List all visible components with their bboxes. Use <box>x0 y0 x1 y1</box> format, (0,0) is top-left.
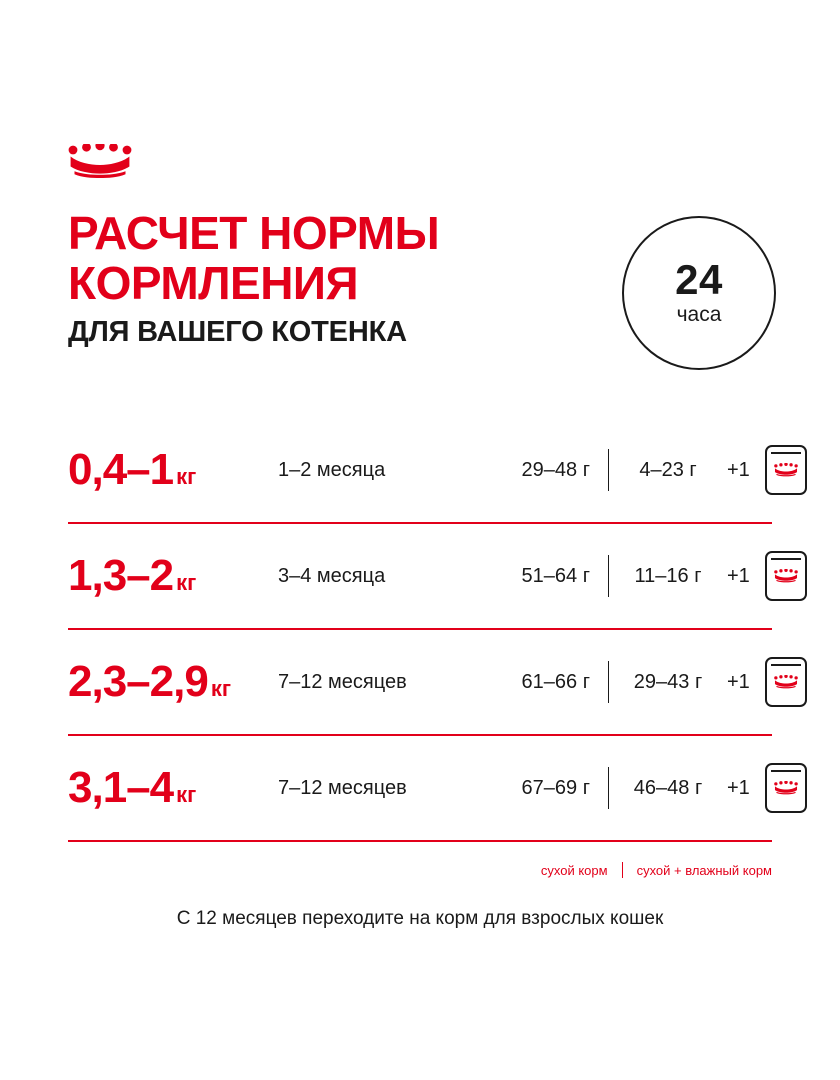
legend-dry-label: сухой корм <box>540 862 608 878</box>
weight-unit: кг <box>176 782 197 807</box>
duration-badge <box>622 216 776 370</box>
pouch-cell <box>765 657 807 707</box>
title-line-1: РАСЧЕТ НОРМЫ <box>68 207 440 259</box>
mixed-food-cell: 4–23 г <box>639 458 697 481</box>
age-cell: 3–4 месяца <box>278 564 386 587</box>
weight-unit: кг <box>210 676 231 701</box>
page-title <box>68 208 588 348</box>
pouch-icon <box>765 763 807 813</box>
badge-number: 24 <box>675 256 723 303</box>
table-row <box>68 524 772 630</box>
weight-value: 0,4–1 <box>68 445 174 494</box>
age-cell: 7–12 месяцев <box>278 776 407 799</box>
age-cell: 7–12 месяцев <box>278 670 407 693</box>
footnote: С 12 месяцев переходите на корм для взрослых кошек <box>176 908 664 929</box>
pouch-count-cell: +1 <box>727 458 750 481</box>
pouch-icon <box>765 551 807 601</box>
weight-cell <box>68 551 278 601</box>
feeding-table <box>68 418 772 842</box>
mixed-food-cell: 29–43 г <box>633 670 703 693</box>
weight-cell <box>68 657 278 707</box>
weight-cell <box>68 445 278 495</box>
weight-value: 1,3–2 <box>68 551 174 600</box>
badge-unit: часа <box>676 303 722 326</box>
weight-cell <box>68 763 278 813</box>
weight-unit: кг <box>176 464 197 489</box>
pouch-count-cell: +1 <box>727 776 750 799</box>
pouch-cell <box>765 445 807 495</box>
title-line-2: КОРМЛЕНИЯ <box>68 257 359 309</box>
mixed-food-cell: 11–16 г <box>634 564 702 587</box>
weight-unit: кг <box>176 570 197 595</box>
table-row <box>68 630 772 736</box>
dry-food-cell: 67–69 г <box>521 776 590 799</box>
table-row <box>68 736 772 842</box>
crown-icon <box>68 144 132 178</box>
legend-mixed-label: сухой + влажный корм <box>636 862 772 878</box>
dry-food-cell: 51–64 г <box>521 564 590 587</box>
pouch-count-cell: +1 <box>727 564 750 587</box>
table-row <box>68 418 772 524</box>
pouch-cell <box>765 763 807 813</box>
page-subtitle: ДЛЯ ВАШЕГО КОТЕНКА <box>68 316 407 348</box>
weight-value: 3,1–4 <box>68 763 174 812</box>
pouch-icon <box>765 445 807 495</box>
pouch-icon <box>765 657 807 707</box>
mixed-food-cell: 46–48 г <box>633 776 703 799</box>
pouch-count-cell: +1 <box>727 670 750 693</box>
dry-food-cell: 29–48 г <box>521 458 590 481</box>
age-cell: 1–2 месяца <box>278 458 386 481</box>
legend <box>541 862 772 878</box>
weight-value: 2,3–2,9 <box>68 657 208 706</box>
dry-food-cell: 61–66 г <box>521 670 590 693</box>
pouch-cell <box>765 551 807 601</box>
